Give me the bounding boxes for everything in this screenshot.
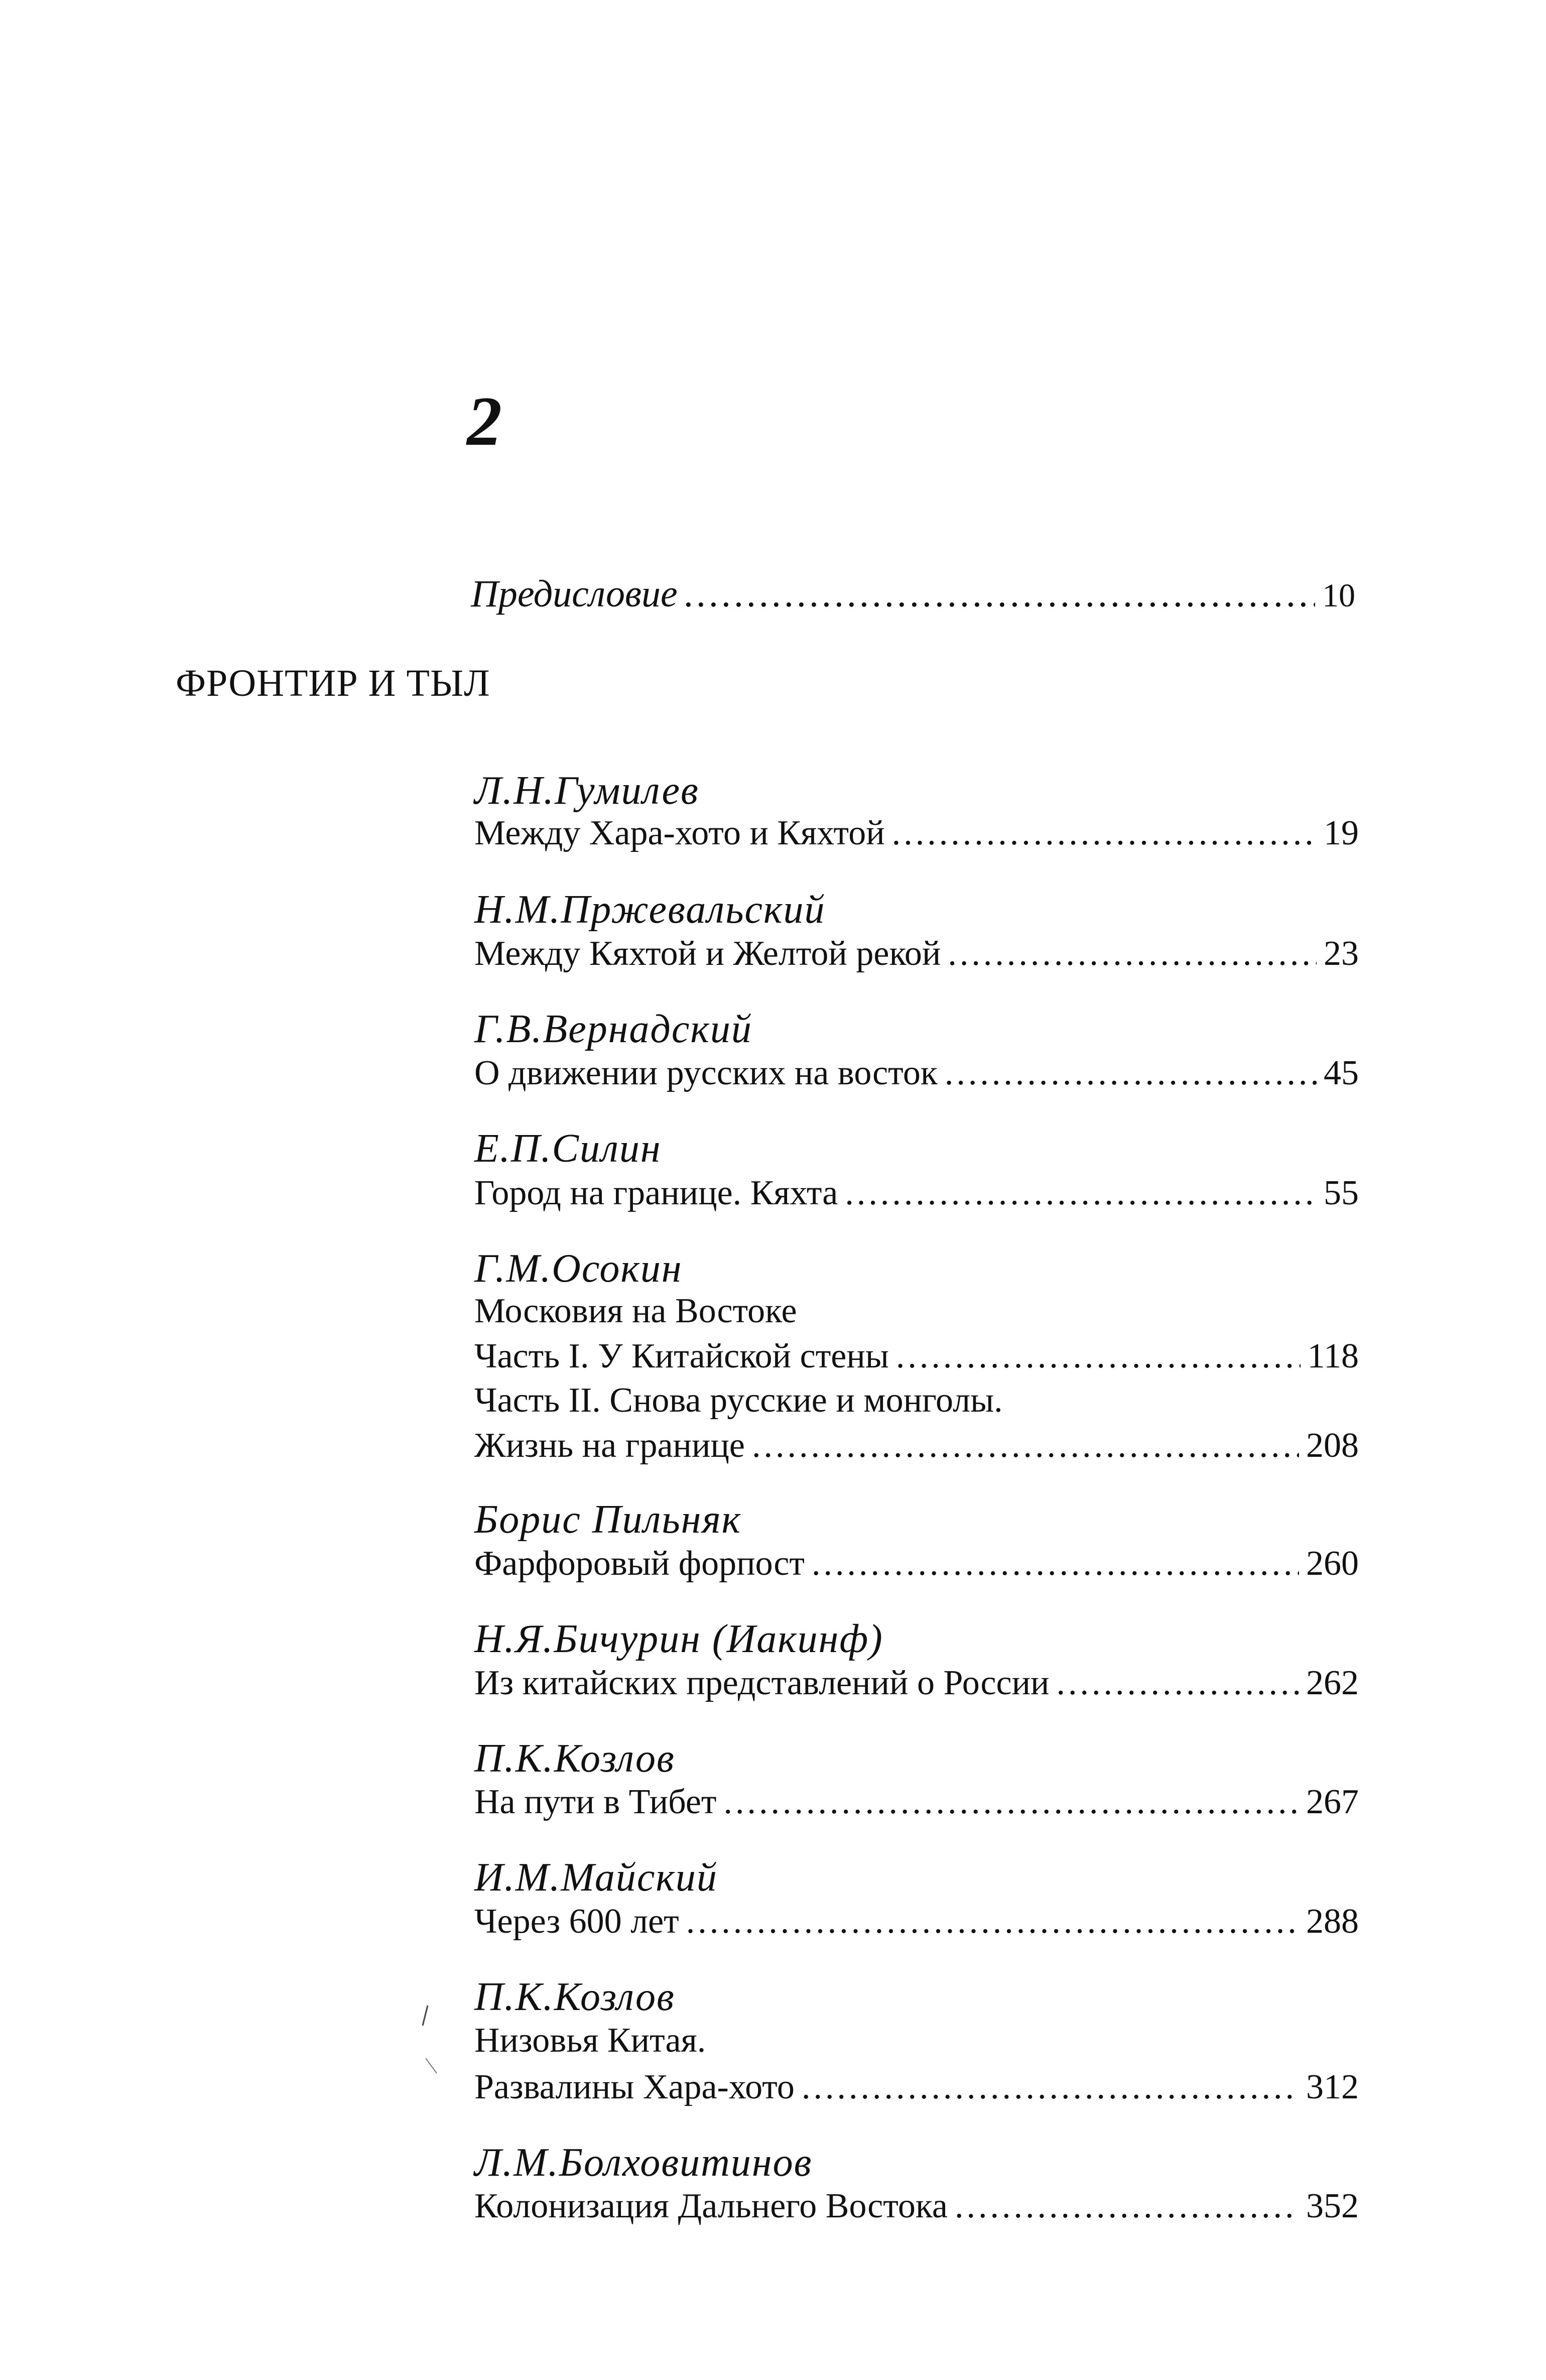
author-name: Л.М.Болховитинов [474, 2141, 813, 2185]
dot-leader [686, 1904, 1299, 1939]
entry-page-number: 55 [1324, 1174, 1359, 1212]
entry-page-number: 260 [1306, 1544, 1359, 1583]
entry-title[interactable]: Часть II. Снова русские и монголы. [474, 1381, 1003, 1420]
dot-leader [812, 1546, 1299, 1581]
toc-entry[interactable] [474, 1904, 1359, 1939]
toc-entry[interactable] [474, 1666, 1359, 1701]
dot-leader [955, 2189, 1299, 2224]
toc-entry[interactable] [474, 1546, 1359, 1581]
toc-entry[interactable] [474, 2189, 1359, 2224]
author-name: Борис Пильняк [474, 1497, 742, 1542]
entry-title: О движении русских на восток [474, 1054, 938, 1092]
dot-leader [724, 1785, 1299, 1820]
dot-leader [892, 816, 1317, 851]
dot-leader [948, 936, 1317, 971]
author-name: П.К.Козлов [474, 1975, 675, 2019]
author-name: Н.Я.Бичурин (Иакинф) [474, 1617, 883, 1661]
preface-title: Предисловие [471, 573, 678, 615]
entry-title: Жизнь на границе [474, 1426, 745, 1465]
entry-page-number: 288 [1306, 1902, 1359, 1941]
author-name: И.М.Майский [474, 1855, 718, 1900]
entry-page-number: 23 [1324, 934, 1359, 973]
entry-title[interactable]: Низовья Китая. [474, 2021, 706, 2060]
entry-page-number: 267 [1306, 1783, 1359, 1821]
dot-leader [896, 1339, 1301, 1374]
entry-title: На пути в Тибет [474, 1783, 717, 1821]
dot-leader [945, 1056, 1317, 1091]
author-name: Н.М.Пржевальский [474, 888, 826, 932]
toc-preface[interactable] [471, 572, 1355, 616]
entry-page-number: 312 [1306, 2068, 1359, 2106]
entry-title: Из китайских представлений о России [474, 1664, 1050, 1702]
pencil-mark [417, 2003, 447, 2098]
entry-title: Развалины Хара-хото [474, 2068, 795, 2106]
entry-title: Между Кяхтой и Желтой рекой [474, 934, 941, 973]
section-heading: ФРОНТИР И ТЫЛ [176, 662, 490, 704]
author-name: Г.М.Осокин [474, 1246, 683, 1291]
toc-entry[interactable] [474, 1056, 1359, 1091]
toc-entry[interactable] [474, 1176, 1359, 1211]
entry-page-number: 352 [1306, 2187, 1359, 2225]
entry-title: Через 600 лет [474, 1902, 679, 1941]
entry-page-number: 45 [1324, 1054, 1359, 1092]
toc-entry[interactable] [474, 2070, 1359, 2105]
toc-entry[interactable] [474, 1339, 1359, 1374]
entry-title: Колонизация Дальнего Востока [474, 2187, 948, 2225]
entry-page-number: 208 [1306, 1426, 1359, 1465]
dot-leader [802, 2070, 1299, 2105]
entry-title: Часть I. У Китайской стены [474, 1337, 889, 1375]
entry-page-number: 262 [1306, 1664, 1359, 1702]
author-name: Е.П.Силин [474, 1126, 662, 1171]
author-name: Л.Н.Гумилев [474, 769, 699, 813]
entry-title: Между Хара-хото и Кяхтой [474, 814, 885, 852]
toc-entry[interactable] [474, 1785, 1359, 1820]
dot-leader [685, 572, 1315, 616]
dot-leader [1057, 1666, 1300, 1701]
entry-page-number: 19 [1324, 814, 1359, 852]
entry-title[interactable]: Московия на Востоке [474, 1292, 797, 1330]
toc-entry[interactable] [474, 1428, 1359, 1463]
author-name: Г.В.Вернадский [474, 1007, 752, 1051]
page-number: 2 [467, 383, 502, 460]
toc-entry[interactable] [474, 936, 1359, 971]
toc-entry[interactable] [474, 816, 1359, 851]
entry-title: Фарфоровый форпост [474, 1544, 805, 1583]
dot-leader [845, 1176, 1317, 1211]
author-name: П.К.Козлов [474, 1736, 675, 1781]
entry-page-number: 118 [1307, 1337, 1359, 1375]
dot-leader [752, 1428, 1299, 1463]
entry-title: Город на границе. Кяхта [474, 1174, 838, 1212]
preface-page-number: 10 [1322, 577, 1355, 614]
